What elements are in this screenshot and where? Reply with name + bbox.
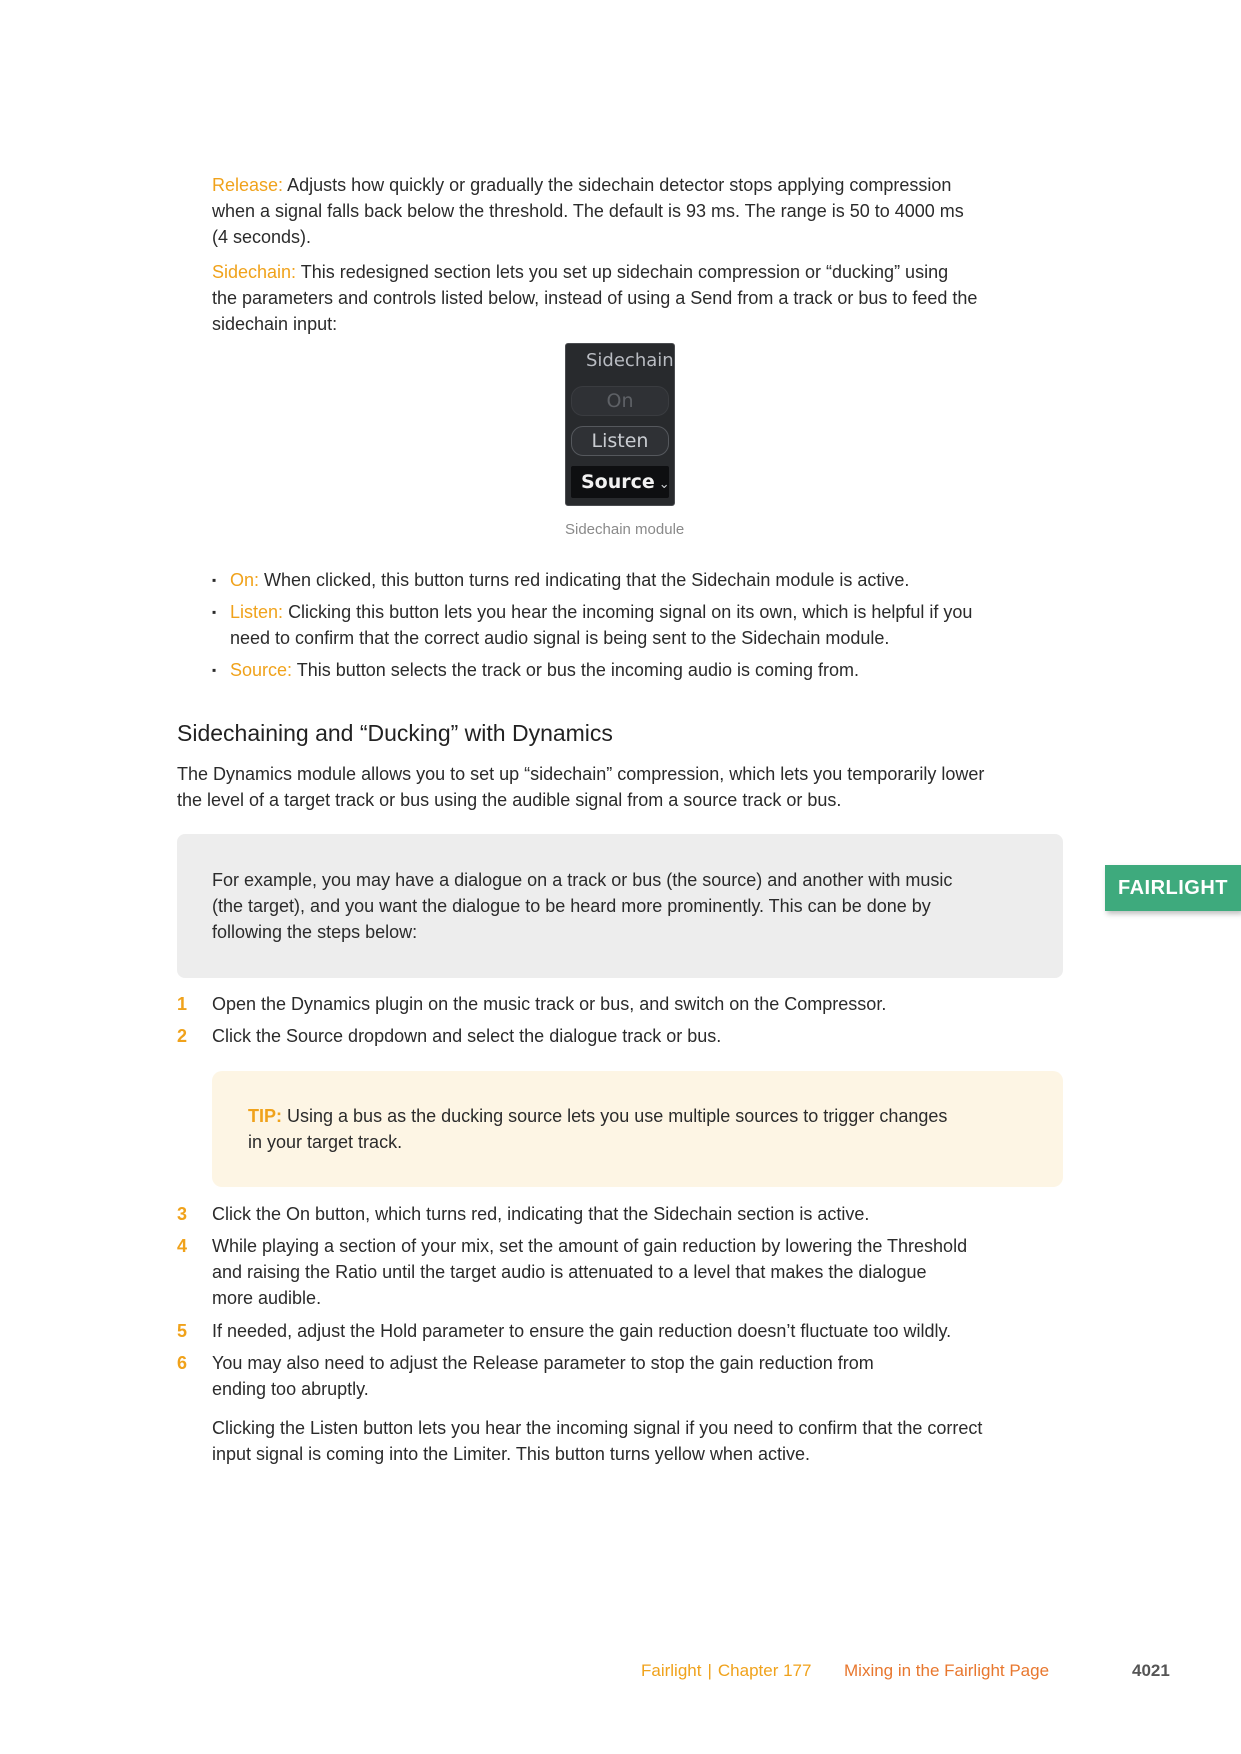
bullet-item-source <box>230 657 1070 683</box>
bullet-text: This button selects the track or bus the incoming audio is coming from. <box>296 660 859 680</box>
sidechain-paragraph <box>212 259 1062 337</box>
closing-paragraph <box>212 1415 1062 1467</box>
step-4-line2: and raising the Ratio until the target audio is attenuated to a level that makes the dialogue <box>212 1262 927 1282</box>
step-4-line1: While playing a section of your mix, set the amount of gain reduction by lowering the Threshold <box>212 1236 968 1256</box>
step-2: Click the Source dropdown and select the dialogue track or bus. <box>212 1026 722 1046</box>
example-paragraph <box>212 867 1042 945</box>
footer-chapter: Chapter 177 <box>717 1661 812 1680</box>
section-heading: Sidechaining and “Ducking” with Dynamics <box>177 720 613 746</box>
bullet-icon: ▪ <box>212 573 217 587</box>
closing-line2: input signal is coming into the Limiter. This button turns yellow when active. <box>212 1444 810 1464</box>
intro-line2: the level of a target track or bus using the audible signal from a source track or bus. <box>177 790 842 810</box>
step-number: 4 <box>177 1236 188 1256</box>
sidechain-text-line3: sidechain input: <box>212 314 338 334</box>
bullet-item-on <box>230 567 1070 593</box>
sidechain-module-image <box>565 343 675 506</box>
bullet-text: need to confirm that the correct audio signal is being sent to the Sidechain module. <box>230 628 890 648</box>
example-line3: following the steps below: <box>212 922 418 942</box>
release-text-line2: when a signal falls back below the threshold. The default is 93 ms. The range is 50 to 4000 ms <box>212 201 964 221</box>
step-4 <box>212 1233 1062 1311</box>
sidechain-module-title: Sidechain <box>586 350 674 371</box>
bullet-text: Clicking this button lets you hear the incoming signal on its own, which is helpful if you <box>288 602 973 622</box>
tip-line2: in your target track. <box>248 1132 403 1152</box>
step-number: 6 <box>177 1353 188 1373</box>
footer-breadcrumb <box>641 1661 811 1681</box>
sidechain-term: Sidechain: <box>212 262 297 282</box>
release-paragraph <box>212 172 1062 250</box>
step-number: 1 <box>177 994 188 1014</box>
release-text-line3: (4 seconds). <box>212 227 312 247</box>
step-number: 3 <box>177 1204 188 1224</box>
footer-section: Fairlight <box>641 1661 702 1680</box>
intro-line1: The Dynamics module allows you to set up “sidechain” compression, which lets you temporarily lower <box>177 764 985 784</box>
step-6-line1: You may also need to adjust the Release parameter to stop the gain reduction from <box>212 1353 874 1373</box>
bullet-term: Source: <box>230 660 293 680</box>
bullet-term: Listen: <box>230 602 284 622</box>
tip-paragraph <box>248 1103 1048 1155</box>
step-6 <box>212 1350 1062 1402</box>
footer-separator: | <box>707 1661 712 1680</box>
figure-caption: Sidechain module <box>565 521 685 538</box>
example-line2: (the target), and you want the dialogue to be heard more prominently. This can be done by <box>212 896 931 916</box>
fairlight-chapter-tab[interactable]: FAIRLIGHT <box>1105 865 1241 911</box>
release-text-line1: Adjusts how quickly or gradually the sidechain detector stops applying compression <box>287 175 952 195</box>
page-number: 4021 <box>1132 1661 1170 1680</box>
sidechain-listen-button: Listen <box>571 426 669 456</box>
bullet-icon: ▪ <box>212 663 217 677</box>
footer-chapter-title: Mixing in the Fairlight Page <box>844 1661 1050 1680</box>
step-6-line2: ending too abruptly. <box>212 1379 369 1399</box>
chevron-down-icon: ⌄ <box>658 477 670 492</box>
bullet-term: On: <box>230 570 260 590</box>
release-term: Release: <box>212 175 284 195</box>
step-1: Open the Dynamics plugin on the music track or bus, and switch on the Compressor. <box>212 994 887 1014</box>
step-5: If needed, adjust the Hold parameter to ensure the gain reduction doesn’t fluctuate too wildly. <box>212 1321 952 1341</box>
bullet-icon: ▪ <box>212 605 217 619</box>
step-number: 2 <box>177 1026 188 1046</box>
source-label: Source <box>581 471 655 493</box>
step-3: Click the On button, which turns red, indicating that the Sidechain section is active. <box>212 1204 870 1224</box>
intro-paragraph <box>177 761 1062 813</box>
step-4-line3: more audible. <box>212 1288 322 1308</box>
bullet-text: When clicked, this button turns red indicating that the Sidechain module is active. <box>264 570 910 590</box>
closing-line1: Clicking the Listen button lets you hear the incoming signal if you need to confirm that the correct <box>212 1418 983 1438</box>
sidechain-text-line1: This redesigned section lets you set up sidechain compression or “ducking” using <box>300 262 949 282</box>
example-line1: For example, you may have a dialogue on a track or bus (the source) and another with music <box>212 870 953 890</box>
bullet-item-listen <box>230 599 1070 651</box>
sidechain-on-button: On <box>571 386 669 416</box>
tip-term: TIP: <box>248 1106 282 1126</box>
step-number: 5 <box>177 1321 188 1341</box>
sidechain-source-dropdown <box>571 466 669 498</box>
tip-line1: Using a bus as the ducking source lets you use multiple sources to trigger changes <box>287 1106 948 1126</box>
sidechain-text-line2: the parameters and controls listed below, instead of using a Send from a track or bus to feed the <box>212 288 978 308</box>
